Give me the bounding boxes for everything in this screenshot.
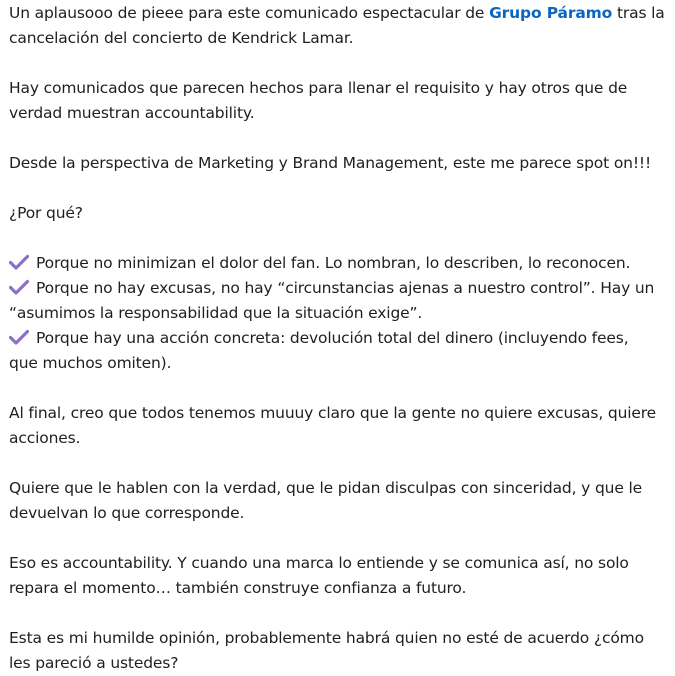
paragraph-perspectiva (9, 151, 667, 176)
text-segment: tras la (612, 4, 665, 22)
list-item-text: Porque no minimizan el dolor del fan. Lo nombran, lo describen, lo reconocen. (36, 254, 631, 272)
paragraph-al-final (9, 401, 667, 451)
paragraph-intro (9, 1, 667, 51)
paragraph-line: Eso es accountability. Y cuando una marca lo entiende y se comunica así, no solo (9, 554, 629, 572)
check-mark-icon (9, 329, 29, 345)
reasons-list (9, 251, 667, 376)
list-item (9, 251, 667, 276)
paragraph-line: repara el momento… también construye confianza a futuro. (9, 579, 467, 597)
list-item-text: Porque hay una acción concreta: devolución total del dinero (incluyendo fees, (36, 329, 629, 347)
paragraph-line: acciones. (9, 429, 81, 447)
paragraph-line: Desde la perspectiva de Marketing y Brand Management, este me parece spot on!!! (9, 154, 652, 172)
paragraph-line: Al final, creo que todos tenemos muuuy claro que la gente no quiere excusas, quiere (9, 404, 657, 422)
paragraph-quiere (9, 476, 667, 526)
paragraph-opinion (9, 626, 667, 676)
paragraph-line: verdad muestran accountability. (9, 104, 255, 122)
list-item (9, 326, 667, 351)
paragraph-por-que (9, 201, 667, 226)
list-item-continuation: que muchos omiten). (9, 354, 172, 372)
paragraph-line: les pareció a ustedes? (9, 654, 179, 672)
list-item-continuation: “asumimos la responsabilidad que la situación exige”. (9, 304, 423, 322)
paragraph-line: ¿Por qué? (9, 204, 83, 222)
text-segment: Un aplausooo de pieee para este comunicado espectacular de (9, 4, 490, 22)
check-mark-icon (9, 279, 29, 295)
paragraph-line: cancelación del concierto de Kendrick Lamar. (9, 29, 354, 47)
list-item-text: Porque no hay excusas, no hay “circunstancias ajenas a nuestro control”. Hay un (36, 279, 655, 297)
paragraph-line: Quiere que le hablen con la verdad, que le pidan disculpas con sinceridad, y que le (9, 479, 643, 497)
company-mention-link[interactable]: Grupo Páramo (489, 4, 613, 22)
paragraph-line: Hay comunicados que parecen hechos para llenar el requisito y hay otros que de (9, 79, 628, 97)
paragraph-comunicados (9, 76, 667, 126)
paragraph-line: devuelvan lo que corresponde. (9, 504, 245, 522)
paragraph-line: Esta es mi humilde opinión, probablemente habrá quien no esté de acuerdo ¿cómo (9, 629, 644, 647)
paragraph-line (9, 1, 667, 26)
check-mark-icon (9, 254, 29, 270)
paragraph-accountability (9, 551, 667, 601)
list-item (9, 276, 667, 301)
